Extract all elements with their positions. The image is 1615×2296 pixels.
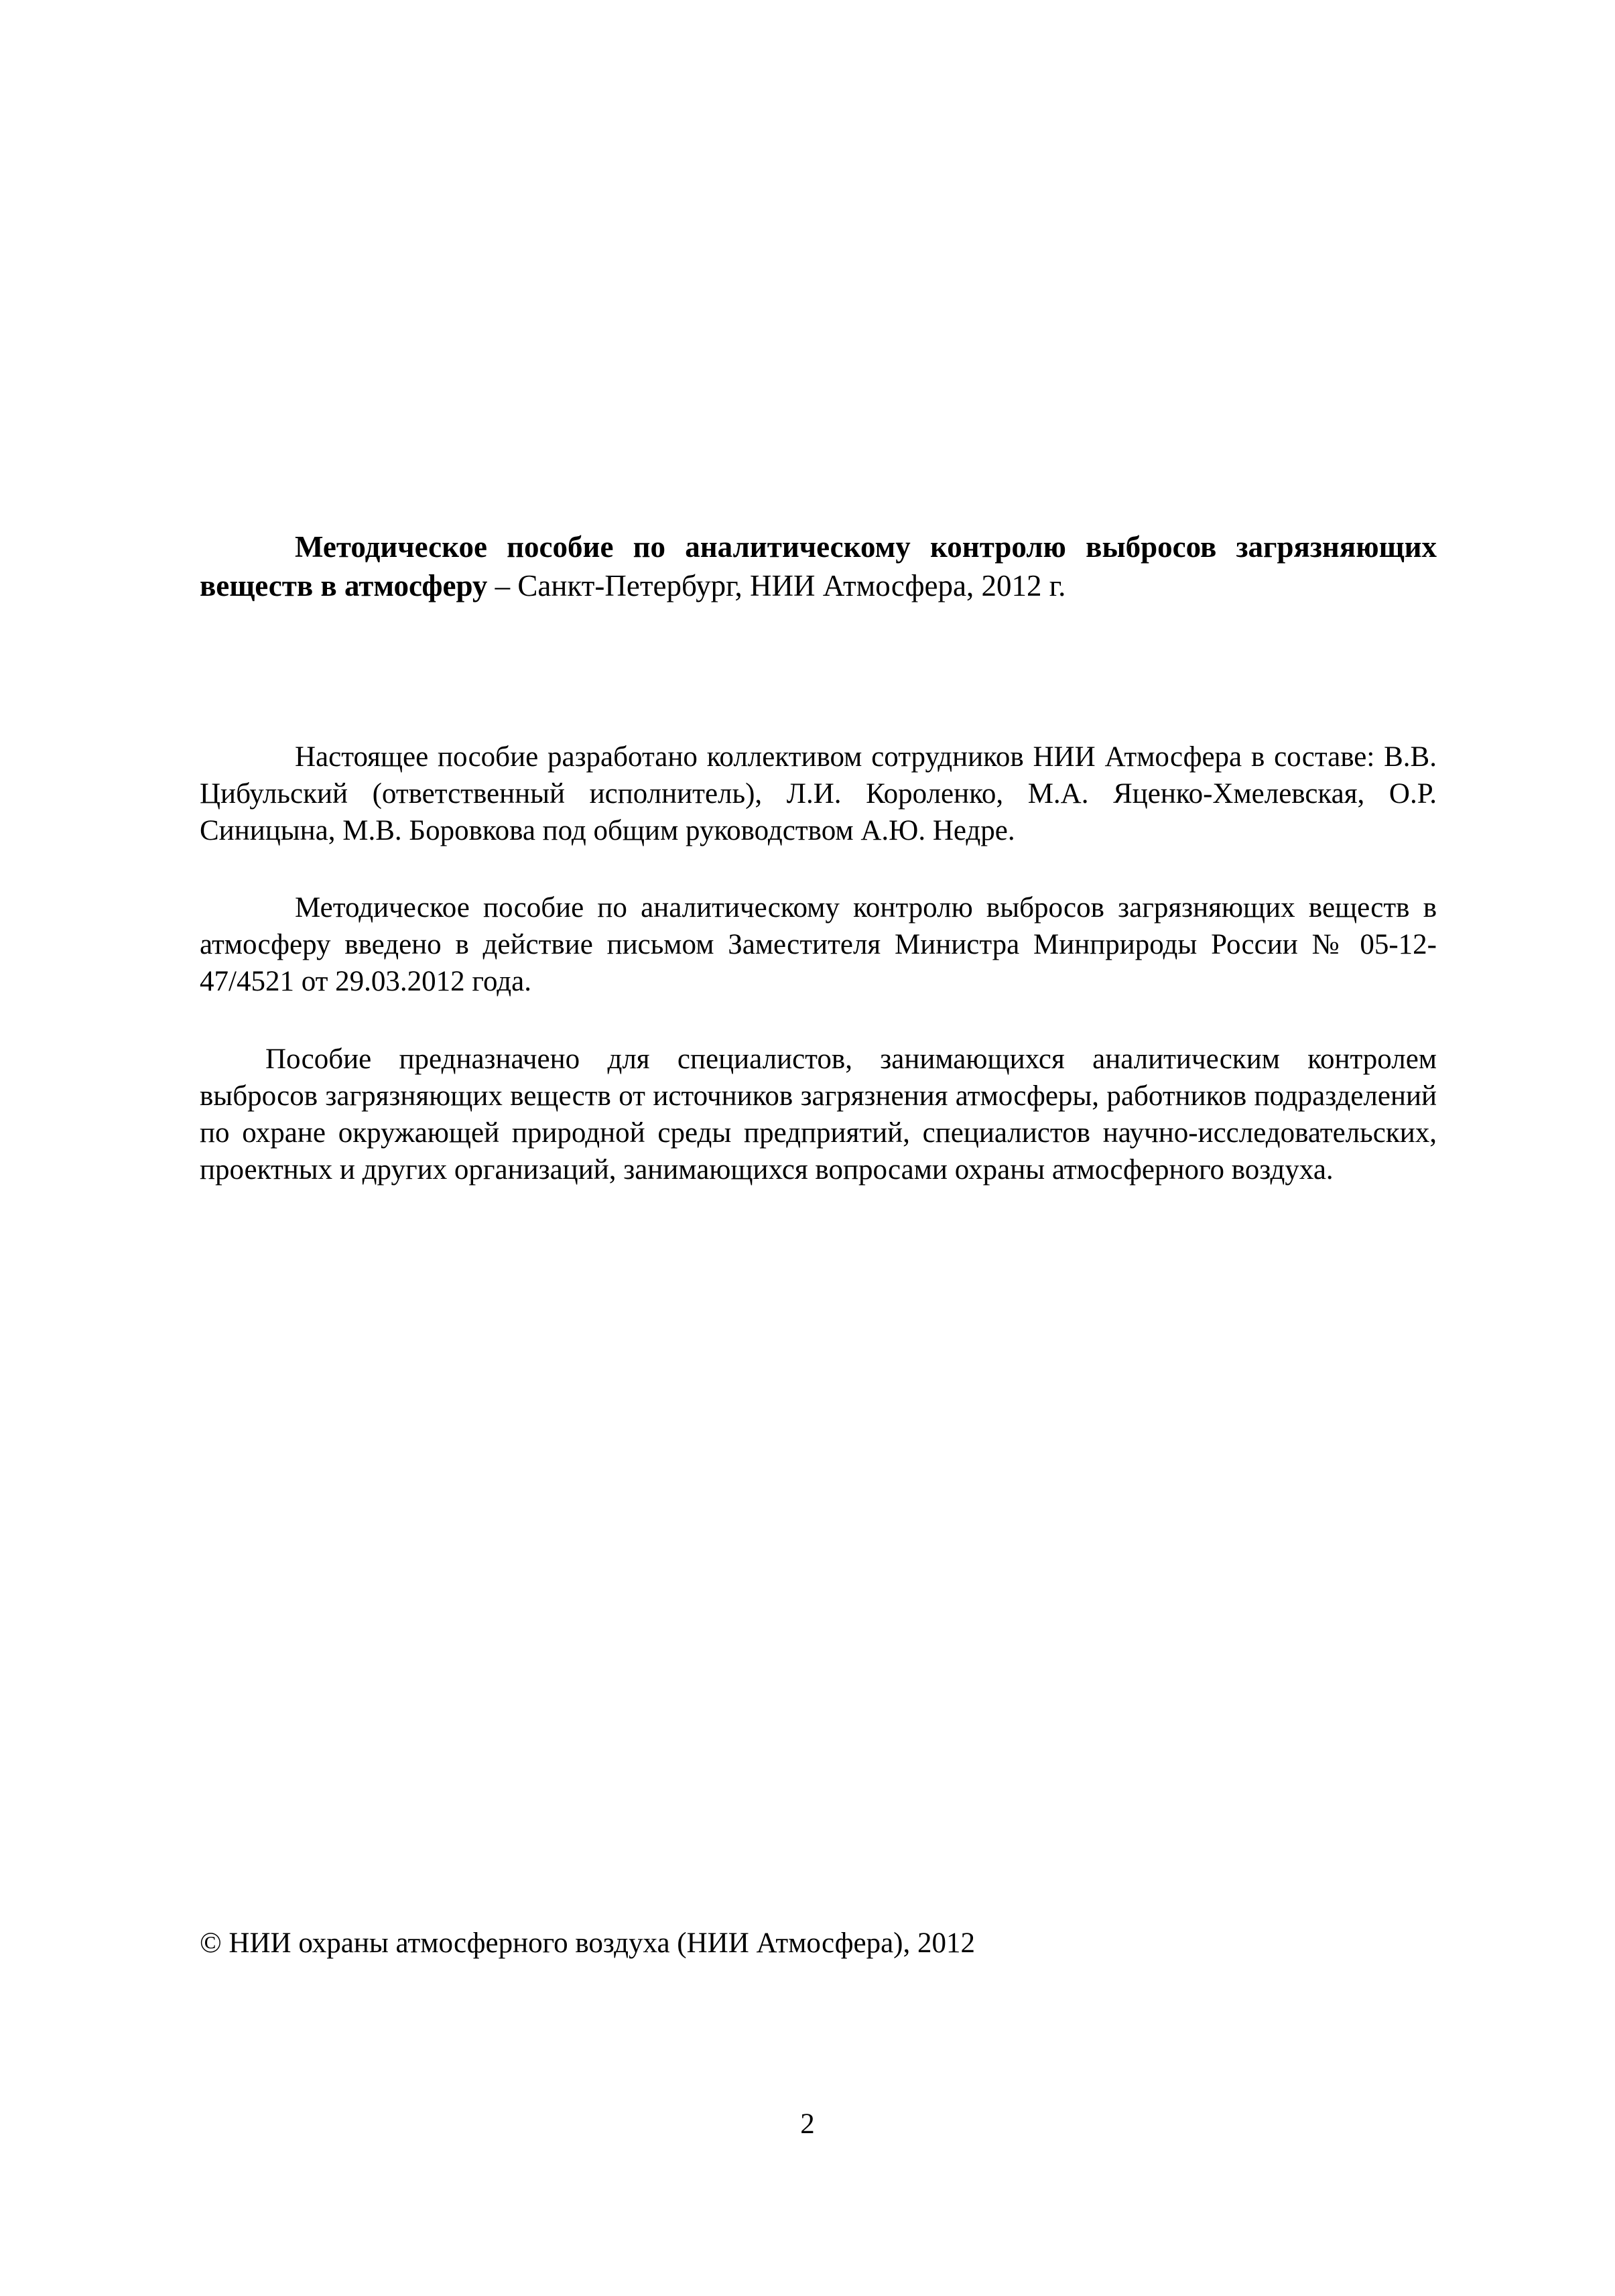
title-publication-info: – Санкт-Петербург, НИИ Атмосфера, 2012 г. bbox=[487, 569, 1066, 602]
purpose-paragraph bbox=[200, 1041, 1437, 1188]
document-title bbox=[200, 527, 1437, 605]
title-bold-text: Методическое пособие по аналитическому контролю выбросов загрязняющих веществ в атмосферу bbox=[200, 530, 1437, 602]
authors-paragraph-text: Настоящее пособие разработано коллективом сотрудников НИИ Атмосфера в составе: В.В. Цибульский (ответственный исполнитель), Л.И. Короленко, М.А. Яценко-Хмелевская, О.Р. Синицына, М.В. Боровкова под общим руководством А.Ю. Недре. bbox=[200, 741, 1437, 846]
page-number: 2 bbox=[800, 2108, 815, 2140]
purpose-paragraph-text: Пособие предназначено для специалистов, занимающихся аналитическим контролем выбросов загрязняющих веществ от источников загрязнения атмосферы, работников подразделений по охране окружающей природной среды предприятий, специалистов научно-исследовательских, проектных и других организаций, занимающихся вопросами охраны атмосферного воздуха. bbox=[200, 1043, 1437, 1186]
decree-paragraph-text: Методическое пособие по аналитическому контролю выбросов загрязняющих веществ в атмосферу введено в действие письмом Заместителя Министра Минприроды России № 05-12-47/4521 от 29.03.2012 года. bbox=[200, 892, 1437, 997]
authors-paragraph bbox=[200, 739, 1437, 849]
copyright-notice: © НИИ охраны атмосферного воздуха (НИИ Атмосфера), 2012 bbox=[200, 1927, 975, 1959]
decree-paragraph bbox=[200, 889, 1437, 1000]
